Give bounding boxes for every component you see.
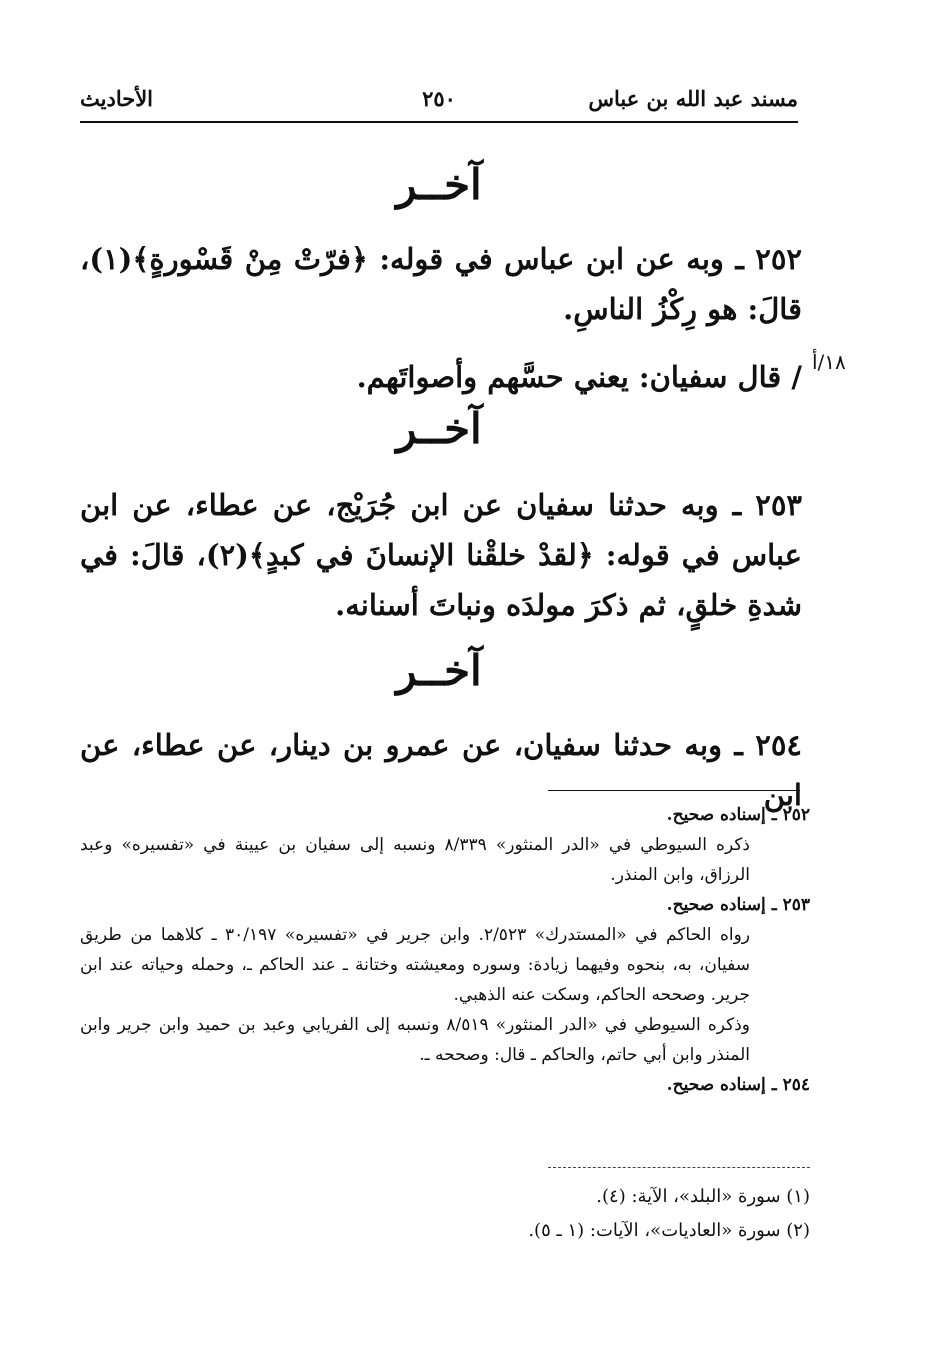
hadith-number: ٢٥٤: [755, 728, 802, 762]
page-number: ٢٥٠: [422, 86, 456, 111]
footnote-rule: [548, 790, 800, 791]
endnote-2: (٢) سورة «العاديات»، الآيات: (١ ـ ٥).: [528, 1220, 810, 1241]
footnote-text: ذكره السيوطي في «الدر المنثور» ٨/٣٣٩ ونسبه إلى سفيان بن عيينة في «تفسيره» وعبد الرزاق، وابن المنذر.: [80, 835, 750, 885]
margin-reference: ١٨/أ: [812, 350, 846, 374]
hadith-number: ٢٥٢: [755, 242, 802, 276]
section-heading-1: آخــر: [396, 160, 482, 209]
footnotes: [80, 800, 810, 1100]
footnote-head: ٢٥٤ ـ إسناده صحيح.: [666, 1075, 810, 1095]
hadith-text: ـ وبه حدثنا سفيان عن ابن جُرَيْج، عن عطاء، عن ابن عباس في قوله: ﴿لقدْ خلقْنا الإنسانَ في كبدٍ﴾(٢)، قالَ: في شدةِ خلقٍ، ثم ذكرَ مولدَه ونباتَ أسنانه.: [80, 488, 802, 622]
endnote-1: (١) سورة «البلد»، الآية: (٤).: [596, 1186, 810, 1207]
endnote-rule: [548, 1167, 810, 1168]
footnote-252: [80, 800, 810, 890]
footnote-253: [80, 890, 810, 1070]
hadith-253: [80, 480, 802, 630]
section-title: الأحاديث: [80, 86, 154, 111]
hadith-text: ـ وبه عن ابن عباس في قوله: ﴿فرّتْ مِنْ قَسْورةٍ﴾(١)، قالَ: هو رِكْزُ الناسِ.: [80, 242, 802, 326]
endnotes: [528, 1180, 810, 1248]
section-heading-3: آخــر: [396, 646, 482, 695]
header-rule: [80, 121, 798, 123]
hadith-number: ٢٥٣: [755, 488, 802, 522]
running-head: [80, 86, 798, 120]
footnote-254: [80, 1070, 810, 1100]
footnote-text: رواه الحاكم في «المستدرك» ٢/٥٢٣. وابن جرير في «تفسيره» ٣٠/١٩٧ ـ كلاهما من طريق سفيان، به، بنحوه وفيهما زيادة: وسوره ومعيشته وختانة ـ عند الحاكم ـ، وحمله وحياته عند ابن جرير. وصححه الحاكم، وسكت عنه الذهبي.: [80, 925, 750, 1005]
hadith-text: ـ وبه حدثنا سفيان، عن عمرو بن دينار، عن عطاء، عن ابن: [80, 728, 802, 812]
section-heading-2: آخــر: [396, 404, 482, 453]
book-title: مسند عبد الله بن عباس: [588, 86, 798, 111]
hadith-252: [80, 234, 802, 334]
hadith-252-continuation: / قال سفيان: يعني حسَّهم وأصواتَهم.: [356, 360, 802, 394]
footnote-head: ٢٥٢ ـ إسناده صحيح.: [666, 805, 810, 825]
footnote-head: ٢٥٣ ـ إسناده صحيح.: [666, 895, 810, 915]
footnote-text-2: وذكره السيوطي في «الدر المنثور» ٨/٥١٩ ونسبه إلى الفريابي وعبد بن حميد وابن جرير وابن المنذر وابن أبي حاتم، والحاكم ـ قال: وصححه ـ.: [80, 1015, 750, 1065]
